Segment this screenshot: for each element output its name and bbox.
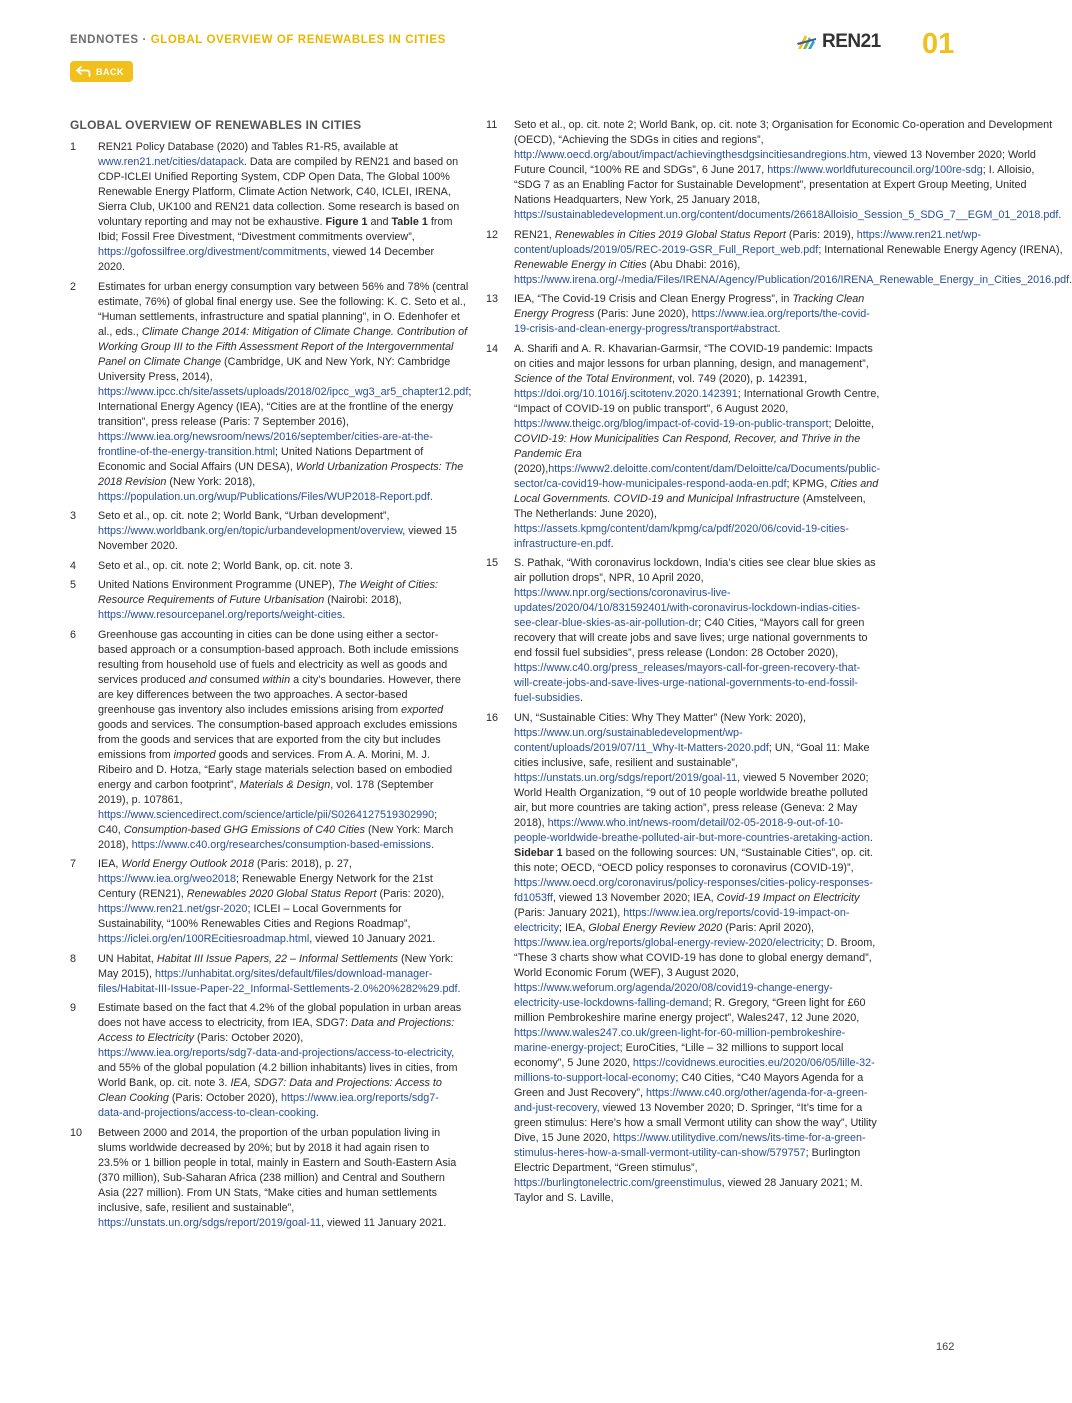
endnote-bold-text: Table 1 — [391, 216, 428, 228]
endnote-link[interactable]: https://unstats.un.org/sdgs/report/2019/goal-11 — [98, 1216, 322, 1229]
endnote-italic-text: and — [188, 673, 207, 686]
endnote-item — [486, 556, 878, 706]
endnote-text-run: . — [1058, 209, 1062, 221]
endnote-text-run: (Paris: October 2020), — [194, 1032, 304, 1044]
endnote-text-run: and — [367, 216, 392, 228]
endnote-text-run: , viewed 15 November 2020. — [98, 525, 457, 552]
ren21-logo — [796, 31, 881, 53]
endnote-text-run: ; UN, “Goal 11: Make cities inclusive, safe, resilient and sustainable”, — [514, 741, 870, 769]
endnote-link[interactable]: https://population.un.org/wup/Publications/Files/WUP2018-Report.pdf — [98, 490, 430, 503]
endnote-italic-text: World Energy Outlook 2018 — [121, 858, 255, 870]
endnote-link[interactable]: https://www.npr.org/sections/coronavirus-live-updates/2020/04/10/831592401/with-coronavirus-lockdown-indias-cities-see-clear-blue-skies-as-air-pollution-dr — [514, 587, 861, 629]
endnote-text-run: (New York: May 2015), — [98, 952, 454, 980]
endnote-text-run: ; IEA, — [559, 921, 589, 934]
endnote-number: 13 — [486, 293, 499, 305]
endnote-text-run: ; D. Broom, “These 3 charts show what COVID-19 has done to global energy demand”, World Economic Forum (WEF), 3 August 2020, — [514, 936, 876, 979]
endnote-italic-text: Renewables in Cities 2019 Global Status Report — [554, 228, 786, 241]
endnote-text-run: . — [457, 982, 461, 995]
endnote-number: 2 — [70, 280, 77, 293]
endnote-text-run: , viewed 13 November 2020; IEA, — [552, 891, 717, 904]
endnote-link[interactable]: https://www.utilitydive.com/news/its-time-for-a-green-stimulus-heres-how-a-small-vermont-utility-can-show/579757 — [514, 1131, 866, 1159]
endnote-link[interactable]: https://www.ipcc.ch/site/assets/uploads/2018/02/ipcc_wg3_ar5_chapter12.pdf — [98, 385, 469, 398]
endnote-item — [70, 509, 462, 554]
endnote-link[interactable]: https://www.iea.org/reports/global-energy-review-2020/electricity — [514, 936, 821, 949]
endnote-text-run: . — [429, 490, 433, 503]
endnote-italic-text: The Weight of Cities: Resource Requirements of Future Urbanisation — [98, 579, 439, 606]
endnote-italic-text: Renewable Energy in Cities — [514, 258, 647, 271]
endnote-text-run: (2020), — [514, 462, 549, 475]
endnote-link[interactable]: https://covidnews.eurocities.eu/2020/06/05/lille-32-millions-to-support-local-economy — [514, 1056, 875, 1084]
endnote-text-run: (New York: March 2018), — [98, 823, 454, 851]
endnote-text-run: S. Pathak, “With coronavirus lockdown, India’s cities see clear blue skies as air pollution drops”, NPR, 10 April 2020, — [514, 557, 876, 584]
endnote-text-run: , and 55% of the global population (4.2 billion inhabitants) lives in cities, from World Bank, op. cit. note 3. — [98, 1047, 458, 1089]
endnote-text-run: ; R. Gregory, “Green light for £60 million Pembrokeshire marine energy project”, Wales247, 12 June 2020, — [514, 996, 866, 1024]
endnote-text-run: based on the following sources: UN, “Sustainable Cities”, op. cit. this note; OECD, “OECD policy responses to coronavirus (COVID-19)”, — [514, 846, 873, 874]
endnote-item — [70, 628, 462, 853]
endnote-number: 16 — [486, 711, 499, 724]
endnote-text — [514, 118, 1061, 223]
endnote-text — [98, 280, 471, 505]
endnote-text-run: ; Deloitte, — [828, 417, 875, 430]
endnote-text-run: ; Renewable Energy Network for the 21st Century (REN21), — [98, 873, 433, 900]
endnote-text — [98, 628, 462, 853]
endnote-number: 3 — [70, 510, 77, 522]
endnote-item — [70, 1126, 462, 1231]
endnote-text-run: A. Sharifi and A. R. Khavarian-Garmsir, “The COVID-19 pandemic: Impacts on cities and major lessons for urban planning, design, and management”, — [514, 342, 873, 370]
endnote-text-run: . — [431, 838, 435, 851]
endnote-link[interactable]: https://www.oecd.org/coronavirus/policy-responses/cities-policy-responses-fd1053ff — [514, 876, 873, 904]
ren21-logo-icon — [796, 33, 818, 51]
endnote-text-run: ; C40 Cities, “C40 Mayors Agenda for a Green and Just Recovery”, — [514, 1071, 864, 1099]
endnote-italic-text: Science of the Total Environment — [514, 372, 673, 385]
endnote-number: 4 — [70, 559, 77, 572]
endnote-text-run: , viewed 14 December 2020. — [98, 246, 435, 273]
endnote-link[interactable]: http://www.oecd.org/about/impact/achievingthesdgsincitiesandregions.htm — [514, 149, 868, 161]
endnote-text-run: ; International Energy Agency (IEA), “Cities are at the frontline of the energy transition”, press release (Paris: 7 September 2016), — [98, 385, 472, 428]
endnote-link[interactable]: https://www.un.org/sustainabledevelopment/wp-content/uploads/2019/07/11_Why-It-Matters-2020.pdf — [514, 726, 769, 754]
endnote-text-run: . — [610, 537, 614, 550]
endnote-link[interactable]: https://www2.deloitte.com/content/dam/Deloitte/ca/Documents/public-sector/ca-covid19-how-municipales-respond-aoda-en.pdf — [514, 462, 881, 490]
endnote-text-run: ; International Renewable Energy Agency (IRENA), — [818, 243, 1063, 256]
endnote-link[interactable]: https://unstats.un.org/sdgs/report/2019/goal-11 — [514, 771, 738, 784]
endnote-text — [514, 711, 878, 1206]
endnote-text-run: REN21, — [514, 228, 555, 241]
endnote-link[interactable]: https://www.iea.org/reports/covid-19-impact-on-electricity — [514, 906, 850, 934]
endnote-link[interactable]: https://gofossilfree.org/divestment/commitments — [98, 246, 327, 258]
endnotes-column-left — [70, 118, 472, 1235]
endnote-text-run: . — [580, 692, 584, 704]
endnote-item — [70, 578, 462, 623]
endnote-link[interactable]: https://assets.kpmg/content/dam/kpmg/ca/pdf/2020/06/covid-19-cities-infrastructure-en.pdf — [514, 522, 849, 550]
endnote-italic-text: Materials & Design — [239, 778, 331, 791]
endnote-item — [70, 952, 462, 997]
back-button-label: BACK — [96, 66, 124, 77]
endnote-italic-text: Cities and Local Governments. COVID-19 and Municipal Infrastructure — [514, 477, 879, 505]
endnote-number: 6 — [70, 628, 77, 641]
endnote-text-run: Seto et al., op. cit. note 2; World Bank, op. cit. note 3. — [98, 559, 353, 572]
endnote-text — [98, 140, 462, 275]
endnote-text-run: , viewed 5 November 2020; World Health Organization, “9 out of 10 people worldwide breathe polluted air, but more countries are taking action”, press release (Geneva: 2 May 2018), — [514, 771, 869, 829]
endnote-number: 5 — [70, 579, 77, 591]
endnote-link[interactable]: https://iclei.org/en/100REcitiesroadmap.html — [98, 933, 310, 945]
endnote-text-run: (Paris: June 2020), — [594, 308, 692, 320]
running-header — [70, 34, 446, 46]
endnote-italic-text: IEA, SDG7: Data and Projections: Access to Clean Cooking — [98, 1077, 442, 1104]
logo-text: REN21 — [822, 31, 881, 52]
endnote-text-run: ; ICLEI – Local Governments for Sustainability, “100% Renewables Cities and Regions Roadmap”, — [98, 903, 411, 930]
endnote-number: 15 — [486, 557, 499, 569]
endnote-text-run: (New York: 2018), — [166, 475, 256, 488]
endnote-text-run: consumed — [206, 673, 263, 686]
endnote-italic-text: imported — [173, 748, 216, 761]
endnote-number: 7 — [70, 858, 77, 870]
endnote-italic-text: COVID-19: How Municipalities Can Respond, Recover, and Thrive in the Pandemic Era — [514, 432, 861, 460]
endnote-link[interactable]: https://www.wales247.co.uk/green-light-for-60-million-pembrokeshire-marine-energy-project — [514, 1026, 846, 1054]
endnote-text — [98, 952, 462, 997]
endnote-bold-text: Sidebar 1 — [514, 846, 563, 859]
endnote-link[interactable]: https://www.sciencedirect.com/science/article/pii/S0264127519302990 — [98, 808, 435, 821]
endnote-item — [486, 228, 1072, 288]
endnote-italic-text: Tracking Clean Energy Progress — [514, 293, 865, 320]
endnote-text-run: Greenhouse gas accounting in cities can be done using either a sector-based approach or a consumption-based approach. Both include emissions resulting from household use of fuels and electricity as well as goods and services produced — [98, 628, 459, 686]
endnote-link[interactable]: https://doi.org/10.1016/j.scitotenv.2020.142391 — [514, 387, 738, 400]
endnote-text-run: goods and services. The consumption-based approach excludes emissions from the goods and services that are exported from the city but includes emissions from — [98, 718, 458, 761]
endnote-number: 1 — [70, 141, 77, 153]
endnote-text-run: (Amstelveen, The Netherlands: June 2020), — [514, 492, 866, 520]
endnote-link[interactable]: https://sustainabledevelopment.un.org/content/documents/26618Alloisio_Session_5_SDG_7__EGM_01_2018.pdf — [514, 209, 1059, 221]
endnote-text-run: ; C40 Cities, “Mayors call for green recovery that will create jobs and save lives; urge national governments to end fossil fuel subsidies”, press release (London: 28 October 2020), — [514, 617, 868, 659]
endnote-text-run: (Paris: 2019), — [785, 228, 857, 241]
endnote-link[interactable]: www.ren21.net/cities/datapack — [98, 156, 244, 168]
endnote-text-run: United Nations Environment Programme (UNEP), — [98, 579, 339, 591]
endnotes-column-right — [486, 118, 1072, 1210]
endnote-text-run: , viewed 10 January 2021. — [309, 933, 436, 945]
endnote-link[interactable]: https://www.ren21.net/gsr-2020 — [98, 903, 248, 915]
endnote-text-run: Estimate based on the fact that 4.2% of the global population in urban areas does not have access to electricity, from IEA, SDG7: — [98, 1002, 462, 1029]
endnote-text-run: IEA, “The Covid-19 Crisis and Clean Energy Progress”, in — [514, 293, 793, 305]
endnote-link[interactable]: https://www.c40.org/press_releases/mayors-call-for-green-recovery-that-will-create-jobs-and-save-lives-urge-national-governments-to-end-fossil-fuel-subsidies — [514, 662, 861, 704]
endnote-italic-text: Global Energy Review 2020 — [588, 921, 723, 934]
endnote-text-run: , viewed 28 January 2021; M. Taylor and S. Laville, — [514, 1176, 863, 1204]
endnote-link[interactable]: https://www.iea.org/reports/the-covid-19-crisis-and-clean-energy-progress/transport#abstract — [514, 308, 870, 335]
endnote-link[interactable]: https://www.c40.org/researches/consumption-based-emissions — [131, 838, 432, 851]
endnote-text — [98, 1001, 462, 1121]
endnote-text-run: (Paris: October 2020), — [168, 1092, 282, 1104]
endnote-italic-text: exported — [401, 703, 444, 716]
endnote-text-run: REN21 Policy Database (2020) and Tables R1-R5, available at — [98, 141, 398, 153]
endnote-item — [70, 857, 462, 947]
endnote-text-run: (Paris: 2018), p. 27, — [254, 858, 352, 870]
endnote-text-run: goods and services. From A. A. Morini, M. J. Ribeiro and D. Hotza, “Early stage materials selection based on embodied energy and carbon footprint”, — [98, 748, 453, 791]
back-button[interactable] — [70, 61, 133, 82]
endnote-text-run: . — [777, 323, 781, 335]
endnote-link[interactable]: https://www.resourcepanel.org/reports/weight-cities — [98, 609, 343, 621]
endnote-text — [514, 342, 880, 552]
endnote-link[interactable]: https://www.theigc.org/blog/impact-of-covid-19-on-public-transport — [514, 417, 829, 430]
endnote-italic-text: World Urbanization Prospects: The 2018 Revision — [98, 460, 464, 488]
endnote-item — [70, 280, 472, 505]
endnote-text-run: Estimates for urban energy consumption vary between 56% and 78% (central estimate, 76%) of global final energy use. See the following: K. C. Seto et al., “Human settlements, infrastructure and spatial planning”, in O. Edenhofer et al., eds., — [98, 280, 469, 338]
endnote-text-run: . — [869, 831, 873, 844]
endnote-number: 8 — [70, 952, 77, 965]
endnote-text-run: Between 2000 and 2014, the proportion of the urban population living in slums worldwide decreased by 20%; but by 2018 it had again risen to 23.5% or 1 billion people in total, mainly in Eastern and South-Eastern Asia (370 million), Sub-Saharan Africa (238 million) and Central and Southern Asia (227 million). From UN Stats, “Make cities and human settlements inclusive, safe, resilient and sustainable”, — [98, 1126, 457, 1214]
endnote-link[interactable]: https://burlingtonelectric.com/greenstimulus — [514, 1176, 722, 1189]
endnote-italic-text: within — [262, 673, 291, 686]
endnote-text-run: (Paris: 2020), — [376, 888, 445, 900]
endnote-number: 10 — [70, 1126, 83, 1139]
endnote-text-run: IEA, — [98, 858, 122, 870]
endnote-text-run: from Ibid; Fossil Free Divestment, “Divestment commitments overview”, — [98, 216, 453, 243]
endnote-link[interactable]: https://www.who.int/news-room/detail/02-05-2018-9-out-of-10-people-worldwide-breathe-polluted-air-but-more-countries-aretaking-action — [514, 816, 870, 844]
endnote-number: 14 — [486, 342, 499, 355]
endnote-number: 11 — [486, 119, 498, 131]
header-prefix: ENDNOTES · — [70, 34, 151, 46]
endnote-item — [70, 140, 462, 275]
endnote-text-run: ; KPMG, — [786, 477, 831, 490]
endnote-text-run: ; Burlington Electric Department, “Green stimulus”, — [514, 1146, 861, 1174]
header-section-title: GLOBAL OVERVIEW OF RENEWABLES IN CITIES — [150, 34, 446, 46]
endnote-link[interactable]: https://unhabitat.org/sites/default/files/download-manager-files/Habitat-III-Issue-Paper-22_Informal-Settlements-2.0%20%282%29.pdf — [98, 967, 458, 995]
endnote-text-run: . Data are compiled by REN21 and based on CDP-ICLEI Unified Reporting System, CDP Open Data, The Global 100% Renewable Energy Platform, Climate Action Network, C40, ICLEI, IRENA, Sierra Club, UK100 and REN21 data collection. Some research is based on voluntary reporting and may not be exhaustive. — [98, 156, 460, 228]
endnote-bold-text: Figure 1 — [325, 216, 368, 228]
endnote-text-run: (Paris: April 2020), — [722, 921, 815, 934]
endnote-text — [98, 509, 462, 554]
endnote-text-run: . — [315, 1107, 319, 1119]
endnote-text-run: (Cambridge, UK and New York, NY: Cambridge University Press, 2014), — [98, 355, 451, 383]
endnote-italic-text: Renewables 2020 Global Status Report — [186, 888, 377, 900]
endnote-text-run: (Paris: January 2021), — [514, 906, 624, 919]
endnote-item — [486, 292, 878, 337]
endnote-link[interactable]: https://www.ren21.net/wp-content/uploads/2019/05/REC-2019-GSR_Full_Report_web.pdf — [514, 228, 981, 256]
page-number: 162 — [936, 1341, 955, 1353]
endnote-item — [486, 342, 881, 552]
endnote-text-run: Seto et al., op. cit. note 2; World Bank, op. cit. note 3; Organisation for Economic Co-operation and Development (OECD), “Achieving the SDGs in cities and regions”, — [514, 119, 1053, 146]
endnote-number: 9 — [70, 1002, 77, 1014]
endnote-text — [98, 578, 462, 623]
endnote-text — [514, 556, 878, 706]
endnote-text — [98, 857, 462, 947]
endnote-text-run: a city’s boundaries. However, there are key differences between the two approaches. A sector-based greenhouse gas inventory also includes emissions arising from — [98, 673, 461, 716]
endnote-link[interactable]: https://www.iea.org/newsroom/news/2016/september/cities-are-at-the-frontline-of-the-energy-transition.html — [98, 430, 433, 458]
endnote-text-run: , viewed 13 November 2020; World Future Council, “100% RE and SDGs”, 6 June 2017, — [514, 149, 1036, 176]
endnote-text — [98, 559, 462, 574]
endnote-text-run: ; C40, — [98, 808, 438, 836]
endnote-text — [514, 228, 1072, 288]
endnote-text-run: ; EuroCities, “Lille – 32 millions to support local economy”, 5 June 2020, — [514, 1041, 844, 1069]
endnote-text-run: , vol. 178 (September 2019), p. 107861, — [98, 778, 434, 806]
endnote-text-run: , viewed 11 January 2021. — [321, 1216, 447, 1229]
endnote-number: 12 — [486, 228, 499, 241]
endnote-italic-text: Data and Projections: Access to Electricity — [98, 1017, 455, 1044]
endnote-link[interactable]: https://www.worldfuturecouncil.org/100re-sdg — [767, 164, 983, 176]
endnote-text-run: (Abu Dhabi: 2016), — [646, 258, 741, 271]
endnote-italic-text: Climate Change 2014: Mitigation of Climate Change. Contribution of Working Group III to the Fifth Assessment Report of the Intergovernmental Panel on Climate Change — [98, 325, 468, 368]
endnote-text-run: . — [1069, 273, 1072, 286]
endnote-italic-text: Consumption-based GHG Emissions of C40 Cities — [123, 823, 366, 836]
endnote-item — [486, 118, 1062, 223]
endnote-link[interactable]: https://www.weforum.org/agenda/2020/08/covid19-change-energy-electricity-use-lockdowns-falling-demand — [514, 981, 833, 1009]
endnote-italic-text: Covid-19 Impact on Electricity — [716, 891, 860, 904]
endnote-text-run: . — [342, 609, 346, 621]
endnote-text-run: , vol. 749 (2020), p. 142391, — [672, 372, 808, 385]
chapter-number: 01 — [922, 28, 955, 60]
endnote-text-run: ; United Nations Department of Economic and Social Affairs (UN DESA), — [98, 445, 424, 473]
endnote-italic-text: Habitat III Issue Papers, 22 – Informal Settlements — [156, 952, 399, 965]
endnote-text-run: UN Habitat, — [98, 952, 157, 965]
endnote-item — [70, 559, 462, 574]
endnote-text-run: (Nairobi: 2018), — [324, 594, 402, 606]
endnote-link[interactable]: https://www.irena.org/-/media/Files/IRENA/Agency/Publication/2016/IRENA_Renewable_Energy_in_Cities_2016.pdf — [514, 273, 1070, 286]
endnote-link[interactable]: https://www.iea.org/reports/sdg7-data-and-projections/access-to-electricity — [98, 1047, 452, 1059]
endnote-link[interactable]: https://www.c40.org/other/agenda-for-a-green-and-just-recovery — [514, 1086, 868, 1114]
endnote-text-run: ; I. Alloisio, “SDG 7 as an Enabling Factor for Sustainable Development”, presentation at Expert Group Meeting, United Nations Headquarters, New York, 25 January 2018, — [514, 164, 1035, 206]
endnote-text-run: , viewed 13 November 2020; D. Springer, “It’s time for a green stimulus: Here’s how a small Vermont utility can show the way”, Utility Dive, 15 June 2020, — [514, 1101, 877, 1144]
endnote-link[interactable]: https://www.worldbank.org/en/topic/urbandevelopment/overview — [98, 525, 403, 537]
endnote-text-run: ; International Growth Centre, “Impact of COVID-19 on public transport”, 6 August 2020, — [514, 387, 880, 415]
back-arrow-icon — [76, 66, 91, 77]
section-title: GLOBAL OVERVIEW OF RENEWABLES IN CITIES — [70, 118, 362, 132]
endnote-text-run: Seto et al., op. cit. note 2; World Bank, “Urban development”, — [98, 510, 390, 522]
endnote-text — [514, 292, 878, 337]
endnote-text-run: UN, “Sustainable Cities: Why They Matter” (New York: 2020), — [514, 711, 807, 724]
endnote-item — [70, 1001, 462, 1121]
endnote-link[interactable]: https://www.iea.org/reports/sdg7-data-and-projections/access-to-clean-cooking — [98, 1092, 439, 1119]
endnote-link[interactable]: https://www.iea.org/weo2018 — [98, 873, 237, 885]
endnote-item — [486, 711, 878, 1206]
endnote-text — [98, 1126, 462, 1231]
